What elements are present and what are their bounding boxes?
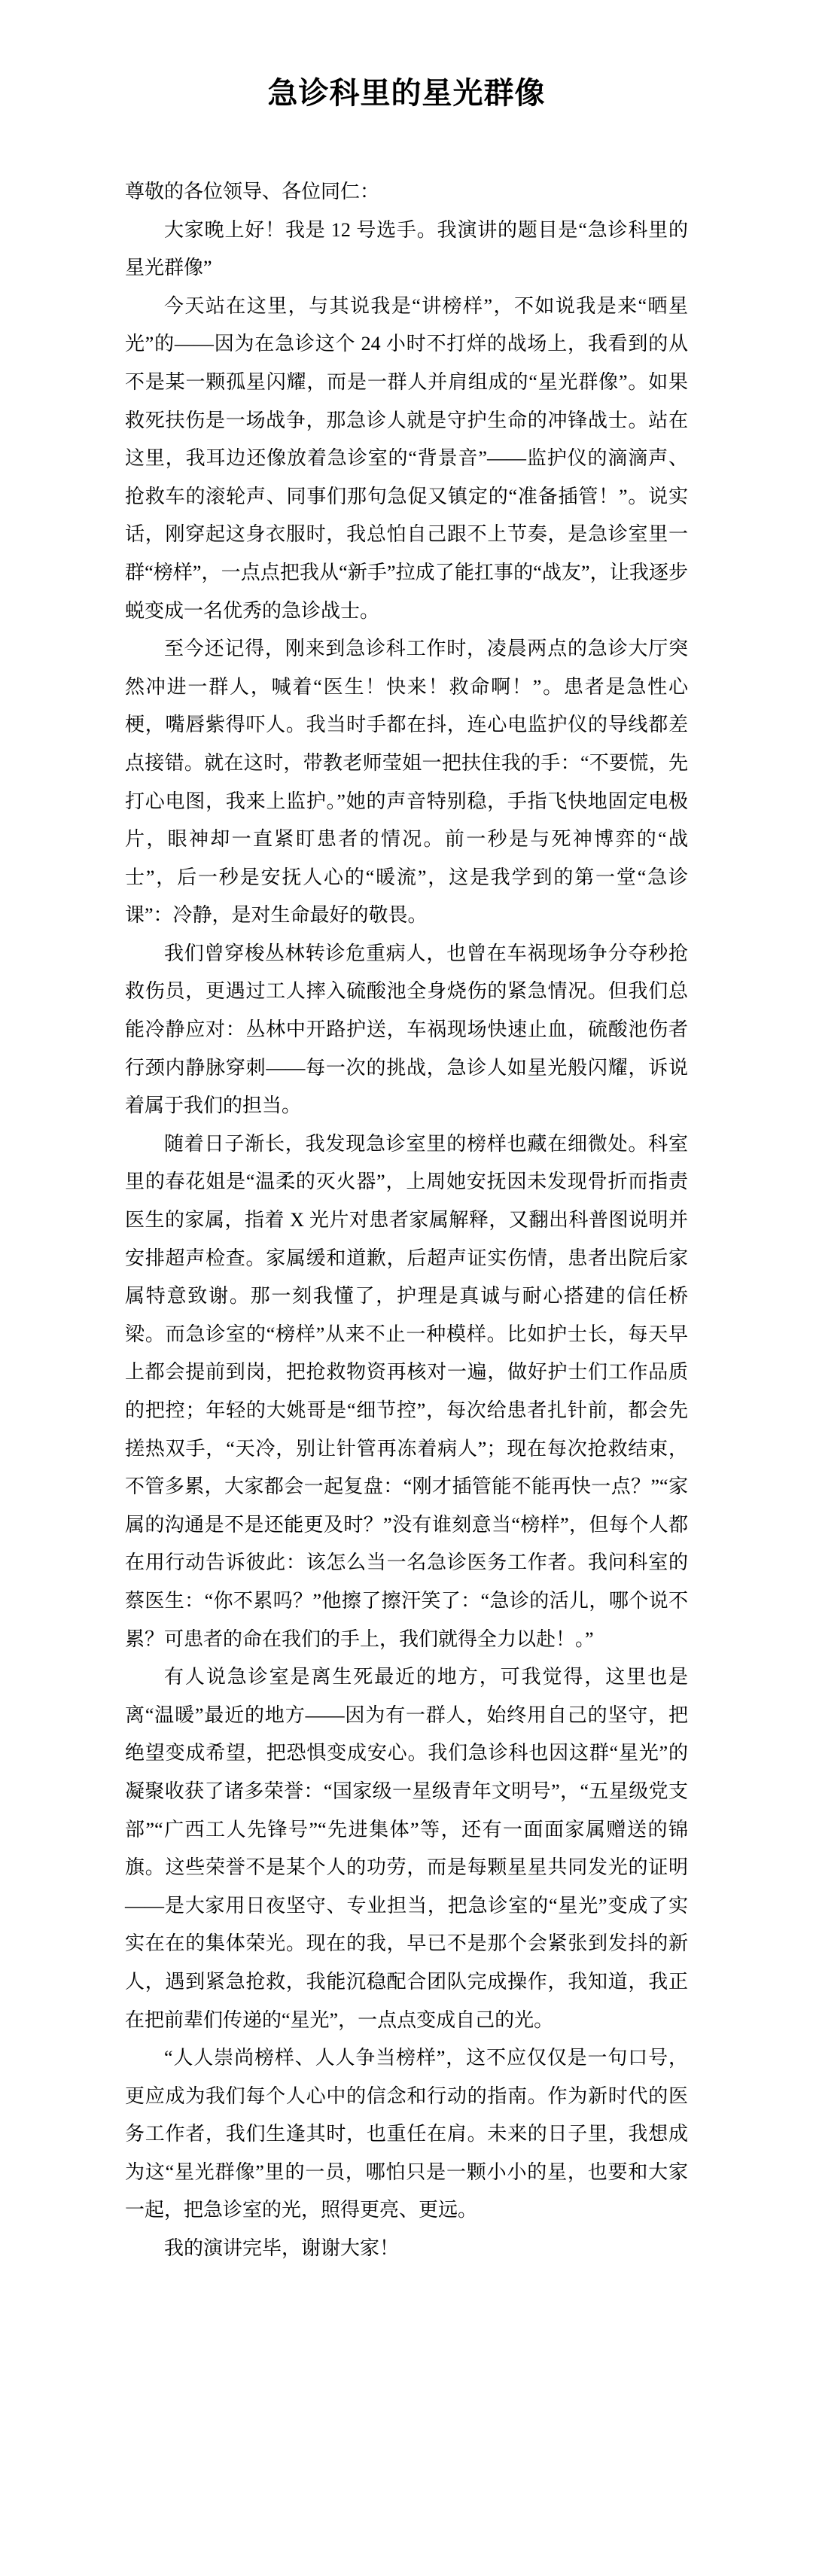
paragraph-intro: 今天站在这里，与其说我是“讲榜样”，不如说我是来“晒星光”的——因为在急诊这个 24 小时不打烊的战场上，我看到的从不是某一颗孤星闪耀，而是一群人并肩组成的“星光群像”。如果救死扶伤是一场战争，那急诊人就是守护生命的冲锋战士。站在这里，我耳边还像放着急诊室的“背景音”——监护仪的滴滴声、抢救车的滚轮声、同事们那句急促又镇定的“准备插管！”。说实话，刚穿起这身衣服时，我总怕自己跟不上节奏，是急诊室里一群“榜样”，一点点把我从“新手”拉成了能扛事的“战友”，让我逐步蜕变成一名优秀的急诊战士。 <box>125 294 688 622</box>
paragraph-rescue-cases: 我们曾穿梭丛林转诊危重病人，也曾在车祸现场争分夺秒抢救伤员，更遇过工人摔入硫酸池全身烧伤的紧急情况。但我们总能冷静应对：丛林中开路护送，车祸现场快速止血，硫酸池伤者行颈内静脉穿刺——每一次的挑战，急诊人如星光般闪耀，诉说着属于我们的担当。 <box>125 942 688 1117</box>
paragraph-first-shift: 至今还记得，刚来到急诊科工作时，凌晨两点的急诊大厅突然冲进一群人，喊着“医生！快来！救命啊！”。患者是急性心梗，嘴唇紫得吓人。我当时手都在抖，连心电监护仪的导线都差点接错。就在这时，带教老师莹姐一把扶住我的手：“不要慌，先打心电图，我来上监护。”她的声音特别稳，手指飞快地固定电极片，眼神却一直紧盯患者的情况。前一秒是与死神博弈的“战士”，后一秒是安抚人心的“暖流”，这是我学到的第一堂“急诊课”：冷静，是对生命最好的敬畏。 <box>125 638 688 927</box>
paragraph-honors: 有人说急诊室是离生死最近的地方，可我觉得，这里也是离“温暖”最近的地方——因为有一群人，始终用自己的坚守，把绝望变成希望，把恐惧变成安心。我们急诊科也因这群“星光”的凝聚收获了诸多荣誉：“国家级一星级青年文明号”，“五星级党支部”“广西工人先锋号”“先进集体”等，还有一面面家属赠送的锦旗。这些荣誉不是某个人的功劳，而是每颗星星共同发光的证明——是大家用日夜坚守、专业担当，把急诊室的“星光”变成了实实在在的集体荣光。现在的我，早已不是那个会紧张到发抖的新人，遇到紧急抢救，我能沉稳配合团队完成操作，我知道，我正在把前辈们传递的“星光”，一点点变成自己的光。 <box>125 1666 688 2031</box>
paragraph-slogan: “人人崇尚榜样、人人争当榜样”，这不应仅仅是一句口号，更应成为我们每个人心中的信念和行动的指南。作为新时代的医务工作者，我们生逢其时，也重任在肩。未来的日子里，我想成为这“星光群像”里的一员，哪怕只是一颗小小的星，也要和大家一起，把急诊室的光，照得更亮、更远。 <box>125 2047 688 2221</box>
document-title: 急诊科里的星光群像 <box>267 77 546 110</box>
paragraph-role-models: 随着日子渐长，我发现急诊室里的榜样也藏在细微处。科室里的春花姐是“温柔的灭火器”，上周她安抚因未发现骨折而指责医生的家属，指着 X 光片对患者家属解释，又翻出科普图说明并安排超声检查。家属缓和道歉，后超声证实伤情，患者出院后家属特意致谢。那一刻我懂了，护理是真诚与耐心搭建的信任桥梁。而急诊室的“榜样”从来不止一种模样。比如护士长，每天早上都会提前到岗，把抢救物资再核对一遍，做好护士们工作品质的把控；年轻的大姚哥是“细节控”，每次给患者扎针前，都会先搓热双手，“天冷，别让针管再冻着病人”；现在每次抢救结束，不管多累，大家都会一起复盘：“刚才插管能不能再快一点？”“家属的沟通是不是还能更及时？”没有谁刻意当“榜样”，但每个人都在用行动告诉彼此：该怎么当一名急诊医务工作者。我问科室的蔡医生：“你不累吗？”他擦了擦汗笑了：“急诊的活儿，哪个说不累？可患者的命在我们的手上，我们就得全力以赴！。” <box>125 1132 688 1650</box>
document-body <box>125 173 688 2268</box>
salutation-line: 尊敬的各位领导、各位同仁： <box>125 181 380 202</box>
closing-line: 我的演讲完毕，谢谢大家！ <box>164 2237 400 2260</box>
paragraph-greeting: 大家晚上好！我是 12 号选手。我演讲的题目是“急诊科里的星光群像” <box>125 218 688 279</box>
